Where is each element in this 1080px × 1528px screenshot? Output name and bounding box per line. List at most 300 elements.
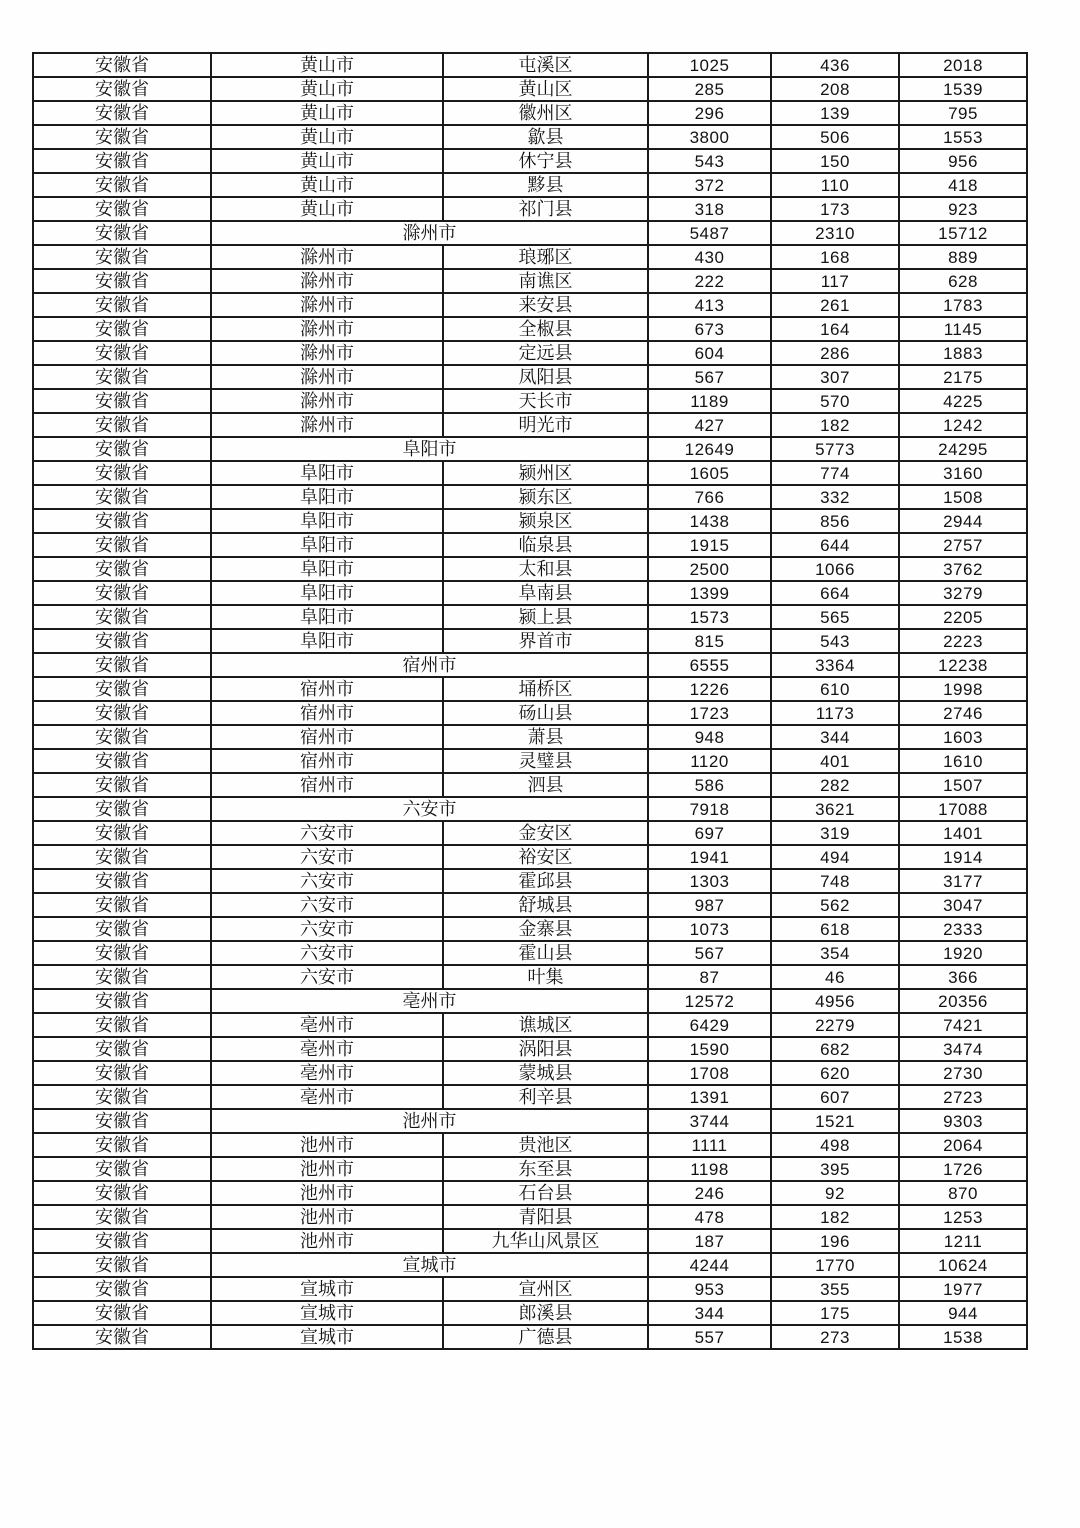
table-row bbox=[33, 917, 1027, 941]
city-summary-cell: 六安市 bbox=[211, 797, 648, 821]
province-cell: 安徽省 bbox=[33, 773, 211, 797]
value-cell: 2018 bbox=[899, 53, 1027, 77]
value-cell: 12572 bbox=[648, 989, 771, 1013]
table-row bbox=[33, 1037, 1027, 1061]
province-cell: 安徽省 bbox=[33, 413, 211, 437]
value-cell: 1610 bbox=[899, 749, 1027, 773]
city-cell: 宿州市 bbox=[211, 701, 443, 725]
city-cell: 宿州市 bbox=[211, 749, 443, 773]
value-cell: 182 bbox=[771, 1205, 899, 1229]
city-cell: 滁州市 bbox=[211, 365, 443, 389]
value-cell: 318 bbox=[648, 197, 771, 221]
value-cell: 1025 bbox=[648, 53, 771, 77]
province-cell: 安徽省 bbox=[33, 149, 211, 173]
value-cell: 953 bbox=[648, 1277, 771, 1301]
city-cell: 六安市 bbox=[211, 893, 443, 917]
value-cell: 1226 bbox=[648, 677, 771, 701]
value-cell: 543 bbox=[771, 629, 899, 653]
value-cell: 1399 bbox=[648, 581, 771, 605]
city-cell: 宣城市 bbox=[211, 1301, 443, 1325]
province-cell: 安徽省 bbox=[33, 77, 211, 101]
district-cell: 来安县 bbox=[443, 293, 648, 317]
value-cell: 2757 bbox=[899, 533, 1027, 557]
value-cell: 1173 bbox=[771, 701, 899, 725]
value-cell: 1539 bbox=[899, 77, 1027, 101]
district-cell: 黟县 bbox=[443, 173, 648, 197]
value-cell: 1145 bbox=[899, 317, 1027, 341]
district-cell: 叶集 bbox=[443, 965, 648, 989]
value-cell: 1603 bbox=[899, 725, 1027, 749]
value-cell: 1508 bbox=[899, 485, 1027, 509]
table-row bbox=[33, 893, 1027, 917]
table-row bbox=[33, 1325, 1027, 1349]
city-summary-cell: 宿州市 bbox=[211, 653, 648, 677]
province-cell: 安徽省 bbox=[33, 317, 211, 341]
value-cell: 10624 bbox=[899, 1253, 1027, 1277]
value-cell: 164 bbox=[771, 317, 899, 341]
table-row bbox=[33, 1157, 1027, 1181]
province-cell: 安徽省 bbox=[33, 1109, 211, 1133]
value-cell: 2746 bbox=[899, 701, 1027, 725]
district-cell: 泗县 bbox=[443, 773, 648, 797]
value-cell: 1111 bbox=[648, 1133, 771, 1157]
city-summary-row bbox=[33, 1253, 1027, 1277]
value-cell: 948 bbox=[648, 725, 771, 749]
table-row bbox=[33, 773, 1027, 797]
table-row bbox=[33, 701, 1027, 725]
value-cell: 307 bbox=[771, 365, 899, 389]
district-cell: 太和县 bbox=[443, 557, 648, 581]
province-cell: 安徽省 bbox=[33, 1229, 211, 1253]
value-cell: 413 bbox=[648, 293, 771, 317]
value-cell: 923 bbox=[899, 197, 1027, 221]
value-cell: 815 bbox=[648, 629, 771, 653]
district-cell: 砀山县 bbox=[443, 701, 648, 725]
value-cell: 1920 bbox=[899, 941, 1027, 965]
province-cell: 安徽省 bbox=[33, 1301, 211, 1325]
table-row bbox=[33, 509, 1027, 533]
table-row bbox=[33, 605, 1027, 629]
city-cell: 滁州市 bbox=[211, 293, 443, 317]
table-body bbox=[33, 53, 1027, 1349]
province-cell: 安徽省 bbox=[33, 1205, 211, 1229]
city-cell: 池州市 bbox=[211, 1157, 443, 1181]
table-row bbox=[33, 677, 1027, 701]
city-summary-row bbox=[33, 653, 1027, 677]
value-cell: 604 bbox=[648, 341, 771, 365]
value-cell: 628 bbox=[899, 269, 1027, 293]
district-cell: 郎溪县 bbox=[443, 1301, 648, 1325]
table-row bbox=[33, 1301, 1027, 1325]
city-cell: 黄山市 bbox=[211, 197, 443, 221]
value-cell: 6429 bbox=[648, 1013, 771, 1037]
district-cell: 萧县 bbox=[443, 725, 648, 749]
district-cell: 天长市 bbox=[443, 389, 648, 413]
value-cell: 4225 bbox=[899, 389, 1027, 413]
city-cell: 阜阳市 bbox=[211, 581, 443, 605]
table-row bbox=[33, 53, 1027, 77]
table-row bbox=[33, 581, 1027, 605]
value-cell: 1391 bbox=[648, 1085, 771, 1109]
table-row bbox=[33, 389, 1027, 413]
value-cell: 366 bbox=[899, 965, 1027, 989]
city-cell: 黄山市 bbox=[211, 53, 443, 77]
value-cell: 3047 bbox=[899, 893, 1027, 917]
value-cell: 282 bbox=[771, 773, 899, 797]
province-cell: 安徽省 bbox=[33, 509, 211, 533]
district-cell: 石台县 bbox=[443, 1181, 648, 1205]
value-cell: 2723 bbox=[899, 1085, 1027, 1109]
value-cell: 175 bbox=[771, 1301, 899, 1325]
city-cell: 亳州市 bbox=[211, 1037, 443, 1061]
value-cell: 1401 bbox=[899, 821, 1027, 845]
value-cell: 182 bbox=[771, 413, 899, 437]
value-cell: 4956 bbox=[771, 989, 899, 1013]
value-cell: 607 bbox=[771, 1085, 899, 1109]
value-cell: 856 bbox=[771, 509, 899, 533]
province-cell: 安徽省 bbox=[33, 221, 211, 245]
value-cell: 774 bbox=[771, 461, 899, 485]
district-cell: 青阳县 bbox=[443, 1205, 648, 1229]
district-cell: 屯溪区 bbox=[443, 53, 648, 77]
table-row bbox=[33, 821, 1027, 845]
value-cell: 1242 bbox=[899, 413, 1027, 437]
city-cell: 宿州市 bbox=[211, 725, 443, 749]
province-cell: 安徽省 bbox=[33, 629, 211, 653]
value-cell: 332 bbox=[771, 485, 899, 509]
district-cell: 凤阳县 bbox=[443, 365, 648, 389]
province-cell: 安徽省 bbox=[33, 341, 211, 365]
region-data-table bbox=[32, 52, 1028, 1350]
value-cell: 344 bbox=[771, 725, 899, 749]
province-cell: 安徽省 bbox=[33, 1085, 211, 1109]
value-cell: 286 bbox=[771, 341, 899, 365]
value-cell: 567 bbox=[648, 941, 771, 965]
city-cell: 池州市 bbox=[211, 1181, 443, 1205]
value-cell: 261 bbox=[771, 293, 899, 317]
city-summary-cell: 池州市 bbox=[211, 1109, 648, 1133]
value-cell: 618 bbox=[771, 917, 899, 941]
district-cell: 利辛县 bbox=[443, 1085, 648, 1109]
value-cell: 1590 bbox=[648, 1037, 771, 1061]
value-cell: 478 bbox=[648, 1205, 771, 1229]
value-cell: 2310 bbox=[771, 221, 899, 245]
value-cell: 2333 bbox=[899, 917, 1027, 941]
value-cell: 3279 bbox=[899, 581, 1027, 605]
district-cell: 祁门县 bbox=[443, 197, 648, 221]
province-cell: 安徽省 bbox=[33, 797, 211, 821]
table-row bbox=[33, 101, 1027, 125]
value-cell: 2223 bbox=[899, 629, 1027, 653]
value-cell: 139 bbox=[771, 101, 899, 125]
table-row bbox=[33, 533, 1027, 557]
table-row bbox=[33, 365, 1027, 389]
province-cell: 安徽省 bbox=[33, 893, 211, 917]
table-row bbox=[33, 149, 1027, 173]
district-cell: 颍东区 bbox=[443, 485, 648, 509]
province-cell: 安徽省 bbox=[33, 269, 211, 293]
value-cell: 285 bbox=[648, 77, 771, 101]
table-row bbox=[33, 1205, 1027, 1229]
value-cell: 273 bbox=[771, 1325, 899, 1349]
district-cell: 舒城县 bbox=[443, 893, 648, 917]
value-cell: 20356 bbox=[899, 989, 1027, 1013]
city-cell: 阜阳市 bbox=[211, 557, 443, 581]
table-row bbox=[33, 1013, 1027, 1037]
value-cell: 494 bbox=[771, 845, 899, 869]
value-cell: 664 bbox=[771, 581, 899, 605]
value-cell: 1507 bbox=[899, 773, 1027, 797]
district-cell: 广德县 bbox=[443, 1325, 648, 1349]
city-cell: 黄山市 bbox=[211, 125, 443, 149]
value-cell: 354 bbox=[771, 941, 899, 965]
city-cell: 六安市 bbox=[211, 941, 443, 965]
value-cell: 644 bbox=[771, 533, 899, 557]
value-cell: 9303 bbox=[899, 1109, 1027, 1133]
value-cell: 2279 bbox=[771, 1013, 899, 1037]
value-cell: 344 bbox=[648, 1301, 771, 1325]
value-cell: 562 bbox=[771, 893, 899, 917]
city-cell: 黄山市 bbox=[211, 77, 443, 101]
province-cell: 安徽省 bbox=[33, 917, 211, 941]
value-cell: 570 bbox=[771, 389, 899, 413]
province-cell: 安徽省 bbox=[33, 557, 211, 581]
district-cell: 霍邱县 bbox=[443, 869, 648, 893]
district-cell: 颍上县 bbox=[443, 605, 648, 629]
province-cell: 安徽省 bbox=[33, 437, 211, 461]
value-cell: 889 bbox=[899, 245, 1027, 269]
city-cell: 黄山市 bbox=[211, 101, 443, 125]
value-cell: 1189 bbox=[648, 389, 771, 413]
table-row bbox=[33, 1061, 1027, 1085]
value-cell: 427 bbox=[648, 413, 771, 437]
value-cell: 1573 bbox=[648, 605, 771, 629]
district-cell: 裕安区 bbox=[443, 845, 648, 869]
value-cell: 418 bbox=[899, 173, 1027, 197]
city-cell: 池州市 bbox=[211, 1133, 443, 1157]
value-cell: 870 bbox=[899, 1181, 1027, 1205]
table-row bbox=[33, 965, 1027, 989]
city-summary-cell: 阜阳市 bbox=[211, 437, 648, 461]
district-cell: 明光市 bbox=[443, 413, 648, 437]
city-cell: 宿州市 bbox=[211, 677, 443, 701]
value-cell: 17088 bbox=[899, 797, 1027, 821]
table-row bbox=[33, 461, 1027, 485]
province-cell: 安徽省 bbox=[33, 1253, 211, 1277]
city-cell: 滁州市 bbox=[211, 245, 443, 269]
table-row bbox=[33, 1133, 1027, 1157]
table-row bbox=[33, 941, 1027, 965]
district-cell: 琅琊区 bbox=[443, 245, 648, 269]
value-cell: 5773 bbox=[771, 437, 899, 461]
value-cell: 2944 bbox=[899, 509, 1027, 533]
province-cell: 安徽省 bbox=[33, 1133, 211, 1157]
district-cell: 金安区 bbox=[443, 821, 648, 845]
value-cell: 150 bbox=[771, 149, 899, 173]
district-cell: 休宁县 bbox=[443, 149, 648, 173]
value-cell: 117 bbox=[771, 269, 899, 293]
value-cell: 1770 bbox=[771, 1253, 899, 1277]
value-cell: 1915 bbox=[648, 533, 771, 557]
city-cell: 亳州市 bbox=[211, 1085, 443, 1109]
value-cell: 557 bbox=[648, 1325, 771, 1349]
city-cell: 黄山市 bbox=[211, 149, 443, 173]
value-cell: 208 bbox=[771, 77, 899, 101]
district-cell: 徽州区 bbox=[443, 101, 648, 125]
value-cell: 1120 bbox=[648, 749, 771, 773]
city-cell: 滁州市 bbox=[211, 317, 443, 341]
province-cell: 安徽省 bbox=[33, 701, 211, 725]
value-cell: 196 bbox=[771, 1229, 899, 1253]
city-summary-row bbox=[33, 797, 1027, 821]
value-cell: 748 bbox=[771, 869, 899, 893]
value-cell: 610 bbox=[771, 677, 899, 701]
city-cell: 六安市 bbox=[211, 869, 443, 893]
value-cell: 401 bbox=[771, 749, 899, 773]
district-cell: 贵池区 bbox=[443, 1133, 648, 1157]
value-cell: 3800 bbox=[648, 125, 771, 149]
value-cell: 1914 bbox=[899, 845, 1027, 869]
value-cell: 543 bbox=[648, 149, 771, 173]
value-cell: 1066 bbox=[771, 557, 899, 581]
table-row bbox=[33, 557, 1027, 581]
value-cell: 1941 bbox=[648, 845, 771, 869]
value-cell: 4244 bbox=[648, 1253, 771, 1277]
table-row bbox=[33, 1229, 1027, 1253]
value-cell: 173 bbox=[771, 197, 899, 221]
value-cell: 987 bbox=[648, 893, 771, 917]
value-cell: 110 bbox=[771, 173, 899, 197]
city-summary-row bbox=[33, 989, 1027, 1013]
table-row bbox=[33, 317, 1027, 341]
value-cell: 1253 bbox=[899, 1205, 1027, 1229]
value-cell: 355 bbox=[771, 1277, 899, 1301]
province-cell: 安徽省 bbox=[33, 941, 211, 965]
city-cell: 阜阳市 bbox=[211, 605, 443, 629]
value-cell: 1538 bbox=[899, 1325, 1027, 1349]
table-row bbox=[33, 341, 1027, 365]
city-cell: 阜阳市 bbox=[211, 509, 443, 533]
value-cell: 92 bbox=[771, 1181, 899, 1205]
city-summary-row bbox=[33, 221, 1027, 245]
city-cell: 宣城市 bbox=[211, 1277, 443, 1301]
value-cell: 567 bbox=[648, 365, 771, 389]
city-cell: 滁州市 bbox=[211, 269, 443, 293]
province-cell: 安徽省 bbox=[33, 653, 211, 677]
value-cell: 3177 bbox=[899, 869, 1027, 893]
value-cell: 6555 bbox=[648, 653, 771, 677]
value-cell: 620 bbox=[771, 1061, 899, 1085]
city-cell: 池州市 bbox=[211, 1205, 443, 1229]
district-cell: 界首市 bbox=[443, 629, 648, 653]
value-cell: 1723 bbox=[648, 701, 771, 725]
value-cell: 3364 bbox=[771, 653, 899, 677]
district-cell: 定远县 bbox=[443, 341, 648, 365]
city-cell: 阜阳市 bbox=[211, 533, 443, 557]
city-summary-cell: 滁州市 bbox=[211, 221, 648, 245]
value-cell: 766 bbox=[648, 485, 771, 509]
district-cell: 南谯区 bbox=[443, 269, 648, 293]
value-cell: 5487 bbox=[648, 221, 771, 245]
table-row bbox=[33, 869, 1027, 893]
city-cell: 黄山市 bbox=[211, 173, 443, 197]
value-cell: 1198 bbox=[648, 1157, 771, 1181]
province-cell: 安徽省 bbox=[33, 173, 211, 197]
value-cell: 3744 bbox=[648, 1109, 771, 1133]
district-cell: 黄山区 bbox=[443, 77, 648, 101]
value-cell: 1726 bbox=[899, 1157, 1027, 1181]
district-cell: 临泉县 bbox=[443, 533, 648, 557]
value-cell: 586 bbox=[648, 773, 771, 797]
table-row bbox=[33, 125, 1027, 149]
city-cell: 阜阳市 bbox=[211, 629, 443, 653]
value-cell: 12649 bbox=[648, 437, 771, 461]
province-cell: 安徽省 bbox=[33, 389, 211, 413]
province-cell: 安徽省 bbox=[33, 245, 211, 269]
city-summary-cell: 亳州市 bbox=[211, 989, 648, 1013]
value-cell: 1977 bbox=[899, 1277, 1027, 1301]
value-cell: 956 bbox=[899, 149, 1027, 173]
value-cell: 2730 bbox=[899, 1061, 1027, 1085]
table-row bbox=[33, 245, 1027, 269]
table-row bbox=[33, 845, 1027, 869]
value-cell: 2500 bbox=[648, 557, 771, 581]
district-cell: 灵璧县 bbox=[443, 749, 648, 773]
value-cell: 1073 bbox=[648, 917, 771, 941]
value-cell: 168 bbox=[771, 245, 899, 269]
value-cell: 506 bbox=[771, 125, 899, 149]
value-cell: 1438 bbox=[648, 509, 771, 533]
value-cell: 1708 bbox=[648, 1061, 771, 1085]
city-summary-row bbox=[33, 437, 1027, 461]
district-cell: 东至县 bbox=[443, 1157, 648, 1181]
value-cell: 246 bbox=[648, 1181, 771, 1205]
table-row bbox=[33, 725, 1027, 749]
province-cell: 安徽省 bbox=[33, 1013, 211, 1037]
value-cell: 1883 bbox=[899, 341, 1027, 365]
city-cell: 六安市 bbox=[211, 917, 443, 941]
value-cell: 1783 bbox=[899, 293, 1027, 317]
province-cell: 安徽省 bbox=[33, 1061, 211, 1085]
value-cell: 2205 bbox=[899, 605, 1027, 629]
value-cell: 3621 bbox=[771, 797, 899, 821]
province-cell: 安徽省 bbox=[33, 365, 211, 389]
value-cell: 7421 bbox=[899, 1013, 1027, 1037]
table-row bbox=[33, 413, 1027, 437]
table-row bbox=[33, 293, 1027, 317]
table-row bbox=[33, 1277, 1027, 1301]
province-cell: 安徽省 bbox=[33, 989, 211, 1013]
city-cell: 六安市 bbox=[211, 965, 443, 989]
value-cell: 1998 bbox=[899, 677, 1027, 701]
city-cell: 滁州市 bbox=[211, 389, 443, 413]
table-row bbox=[33, 629, 1027, 653]
district-cell: 金寨县 bbox=[443, 917, 648, 941]
table-row bbox=[33, 1181, 1027, 1205]
city-cell: 池州市 bbox=[211, 1229, 443, 1253]
value-cell: 3474 bbox=[899, 1037, 1027, 1061]
value-cell: 1553 bbox=[899, 125, 1027, 149]
value-cell: 682 bbox=[771, 1037, 899, 1061]
value-cell: 372 bbox=[648, 173, 771, 197]
value-cell: 1303 bbox=[648, 869, 771, 893]
city-cell: 宿州市 bbox=[211, 773, 443, 797]
province-cell: 安徽省 bbox=[33, 53, 211, 77]
district-cell: 颍泉区 bbox=[443, 509, 648, 533]
value-cell: 697 bbox=[648, 821, 771, 845]
district-cell: 蒙城县 bbox=[443, 1061, 648, 1085]
province-cell: 安徽省 bbox=[33, 1277, 211, 1301]
